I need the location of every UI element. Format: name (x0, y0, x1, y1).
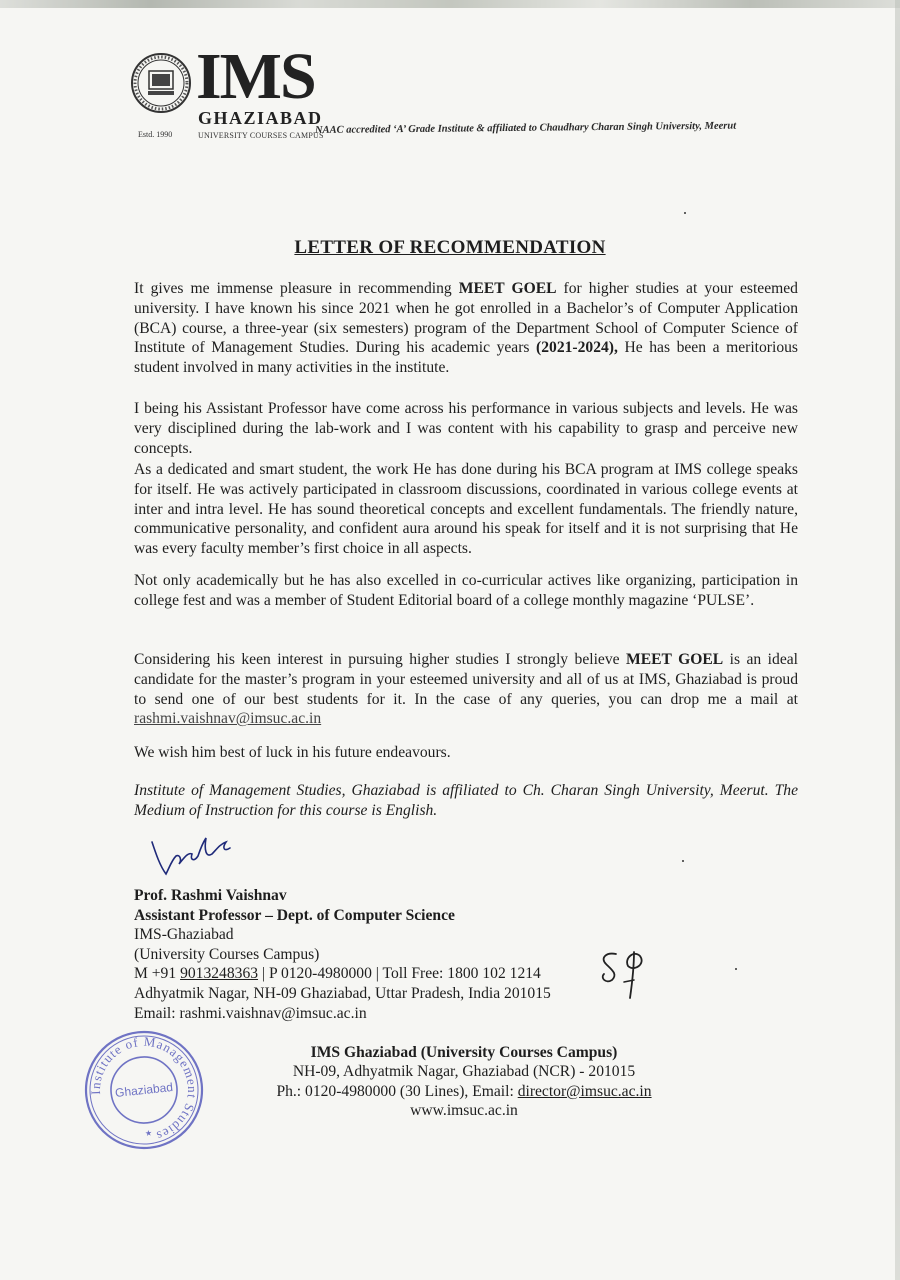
signatory-phones (134, 964, 551, 984)
phone-details: | P 0120-4980000 | Toll Free: 1800 102 1214 (258, 965, 541, 983)
student-name: MEET GOEL (626, 651, 724, 668)
paragraph-intro (134, 279, 798, 378)
text-run: Considering his keen interest in pursuing higher studies I strongly believe (134, 651, 627, 668)
scan-speck (682, 860, 684, 862)
footer-contact (262, 1082, 666, 1101)
initials-signature (594, 944, 654, 1004)
letter-title: LETTER OF RECOMMENDATION (294, 237, 606, 258)
accreditation-line: NAAC accredited ‘A’ Grade Institute & affiliated to Chaudhary Charan Singh University, Meerut (314, 120, 737, 136)
signatory-email: Email: rashmi.vaishnav@imsuc.ac.in (134, 1004, 367, 1022)
scan-speck (684, 212, 686, 214)
text-run: for higher studies at your esteemed university. I have known his since 2021 when he got enrolled in a Bachelor’s of Computer Application (BCA) course, a three-year (six semesters) program of the Department School of Computer Science of Institute of Management Studies. During his academic years (134, 280, 798, 357)
established-year: Estd. 1990 (138, 130, 173, 139)
paragraph-dedication: As a dedicated and smart student, the work He has done during his BCA program at IMS college speaks for itself. He was actively participated in classroom discussions, coordinated in various college events at inter and intra level. He has sound theoretical concepts and excellent fundamentals. The friendly nature, communicative personality, and confident aura around his speak for itself and it is not surprising that He was every faculty member’s first choice in all aspects. (134, 461, 798, 558)
signatory-name: Prof. Rashmi Vaishnav (134, 887, 287, 904)
signatory-block (134, 886, 551, 1023)
stamp-ring-text: Institute of Management Studies (87, 1033, 201, 1145)
footer-email-link[interactable]: director@imsuc.ac.in (517, 1082, 652, 1100)
signatory-institute: IMS-Ghaziabad (134, 926, 234, 944)
signatory-designation: Assistant Professor – Dept. of Computer Science (134, 906, 455, 924)
paragraph-co-curricular: Not only academically but he has also excelled in co-curricular actives like organizing, participation in college fest and was a member of Student Editorial board of a college monthly magazine ‘PULSE’. (134, 572, 798, 609)
paragraph-affiliation-note: Institute of Management Studies, Ghaziabad is affiliated to Ch. Charan Singh University, Meerut. The Medium of Instruction for this course is English. (134, 782, 798, 819)
contact-email-link[interactable]: rashmi.vaishnav@imsuc.ac.in (134, 710, 322, 728)
professor-signature (146, 830, 236, 880)
scan-speck (735, 968, 737, 970)
campus-label: UNIVERSITY COURSES CAMPUS (198, 131, 324, 140)
institute-stamp (80, 1026, 208, 1154)
paragraph-performance: I being his Assistant Professor have come across his performance in various subjects and levels. He was very disciplined during the lab-work and I was content with his capability to grasp and perceive new concepts. (134, 400, 798, 457)
mobile-prefix: M +91 (134, 965, 181, 983)
text-run: It gives me immense pleasure in recommending (134, 280, 459, 297)
logo-wordmark: IMS (196, 40, 315, 113)
footer-phone: Ph.: 0120-4980000 (30 Lines), Email: (276, 1082, 518, 1100)
stamp-center-text: Ghaziabad (114, 1080, 174, 1100)
student-name: MEET GOEL (458, 280, 557, 297)
footer-org: IMS Ghaziabad (University Courses Campus) (310, 1044, 618, 1061)
academic-years: (2021-2024), (536, 339, 618, 357)
paragraph-wishes: We wish him best of luck in his future endeavours. (134, 744, 451, 761)
text-run: is an ideal candidate for the master’s program in your esteemed university and all of us at IMS, Ghaziabad is proud to send one of our best students for it. In the case of any queries, you can drop me a mail at (134, 651, 798, 708)
footer-address-block (262, 1043, 666, 1121)
ims-seal-logo (130, 52, 192, 114)
signatory-campus: (University Courses Campus) (134, 945, 320, 963)
text-run: He has been a meritorious student involved in many activities in the institute. (134, 339, 798, 377)
svg-text:★: ★ (144, 1128, 153, 1139)
logo-subtitle: GHAZIABAD (198, 108, 323, 128)
scan-edge-top (0, 0, 900, 8)
paragraph-recommendation (134, 650, 798, 729)
mobile-number-link[interactable]: 9013248363 (180, 965, 259, 983)
signatory-address: Adhyatmik Nagar, NH-09 Ghaziabad, Uttar Pradesh, India 201015 (134, 984, 551, 1002)
footer-website[interactable]: www.imsuc.ac.in (410, 1102, 518, 1120)
footer-address: NH-09, Adhyatmik Nagar, Ghaziabad (NCR) - 201015 (292, 1063, 636, 1081)
scan-edge-right (895, 0, 900, 1280)
